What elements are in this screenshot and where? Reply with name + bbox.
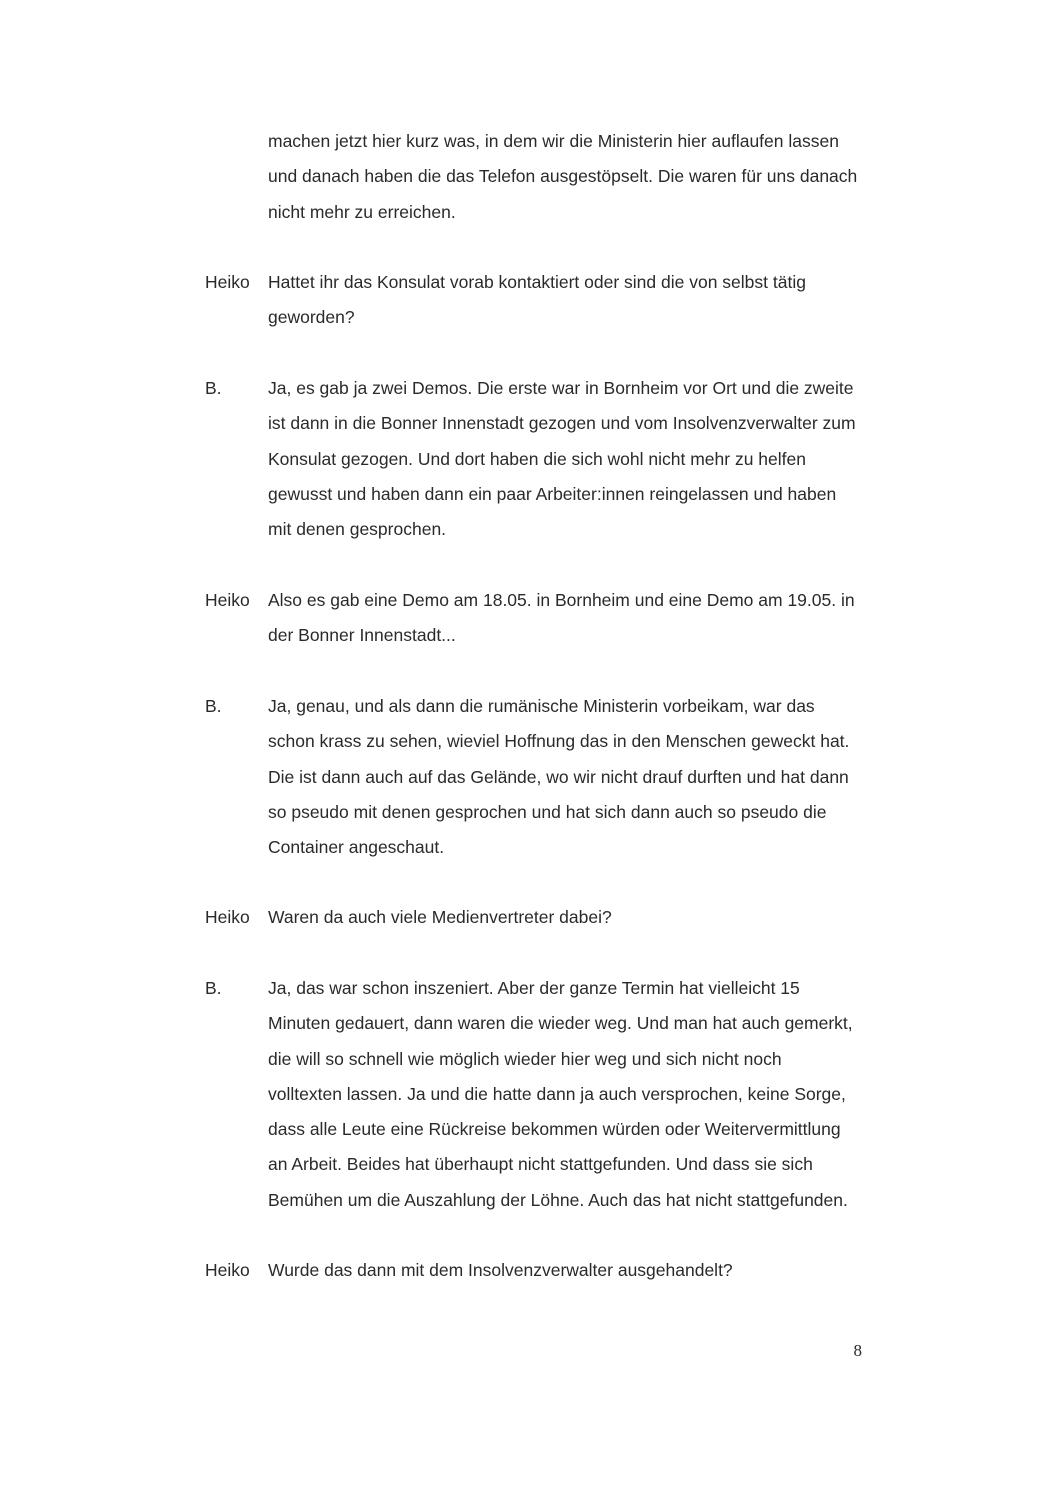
utterance-line: Wurde das dann mit dem Insolvenzverwalter ausgehandelt? xyxy=(268,1260,733,1280)
utterance-line: dass alle Leute eine Rückreise bekommen würden oder Weitervermittlung xyxy=(268,1119,841,1140)
utterance-line: volltexten lassen. Ja und die hatte dann ja auch versprochen, keine Sorge, xyxy=(268,1083,846,1104)
utterance-text xyxy=(268,971,865,1218)
utterance-line: Ja, das war schon inszeniert. Aber der ganze Termin hat vielleicht 15 xyxy=(268,978,800,998)
utterance-line: so pseudo mit denen gesprochen und hat sich dann auch so pseudo die xyxy=(268,801,827,822)
utterance-text xyxy=(268,1253,865,1288)
utterance-text xyxy=(268,265,865,336)
speaker-label: Heiko xyxy=(205,272,250,292)
utterance-text xyxy=(268,900,865,935)
utterance-line: nicht mehr zu erreichen. xyxy=(268,201,456,222)
utterance-line: die will so schnell wie möglich wieder hier weg und sich nicht noch xyxy=(268,1048,782,1069)
utterance-line: gewusst und haben dann ein paar Arbeiter:innen reingelassen und haben xyxy=(268,483,837,504)
speaker-label: B. xyxy=(205,978,222,998)
utterance-line: Minuten gedauert, dann waren die wieder weg. Und man hat auch gemerkt, xyxy=(268,1013,853,1034)
utterance-text xyxy=(268,124,865,230)
speaker-label: Heiko xyxy=(205,590,250,610)
utterance-text xyxy=(268,689,865,865)
utterance-line: an Arbeit. Beides hat überhaupt nicht stattgefunden. Und dass sie sich xyxy=(268,1154,813,1175)
utterance-line: ist dann in die Bonner Innenstadt gezogen und vom Insolvenzverwalter zum xyxy=(268,413,856,434)
utterance-line: machen jetzt hier kurz was, in dem wir die Ministerin hier auflaufen lassen xyxy=(268,131,839,151)
utterance-text xyxy=(268,583,865,654)
utterance-line: geworden? xyxy=(268,307,355,328)
speaker-label: Heiko xyxy=(205,907,250,927)
utterance-line: der Bonner Innenstadt... xyxy=(268,625,456,646)
speaker-label: B. xyxy=(205,696,222,716)
page-number: 8 xyxy=(853,1341,862,1360)
speaker-label: B. xyxy=(205,378,222,398)
utterance-text xyxy=(268,371,865,547)
utterance-line: Also es gab eine Demo am 18.05. in Bornheim und eine Demo am 19.05. in xyxy=(268,590,855,610)
utterance-line: Bemühen um die Auszahlung der Löhne. Auch das hat nicht stattgefunden. xyxy=(268,1189,848,1210)
utterance-line: Die ist dann auch auf das Gelände, wo wir nicht drauf durften und hat dann xyxy=(268,766,849,787)
utterance-line: Container angeschaut. xyxy=(268,837,445,858)
utterance-line: und danach haben die das Telefon ausgestöpselt. Die waren für uns danach xyxy=(268,166,858,187)
utterance-line: Ja, genau, und als dann die rumänische Ministerin vorbeikam, war das xyxy=(268,696,815,716)
utterance-line: Waren da auch viele Medienvertreter dabei? xyxy=(268,907,612,927)
utterance-line: schon krass zu sehen, wieviel Hoffnung das in den Menschen geweckt hat. xyxy=(268,731,850,752)
utterance-line: Hattet ihr das Konsulat vorab kontaktiert oder sind die von selbst tätig xyxy=(268,272,806,292)
utterance-line: Ja, es gab ja zwei Demos. Die erste war in Bornheim vor Ort und die zweite xyxy=(268,378,854,398)
utterance-line: Konsulat gezogen. Und dort haben die sich wohl nicht mehr zu helfen xyxy=(268,448,806,469)
utterance-line: mit denen gesprochen. xyxy=(268,519,447,540)
speaker-label: Heiko xyxy=(205,1260,250,1280)
